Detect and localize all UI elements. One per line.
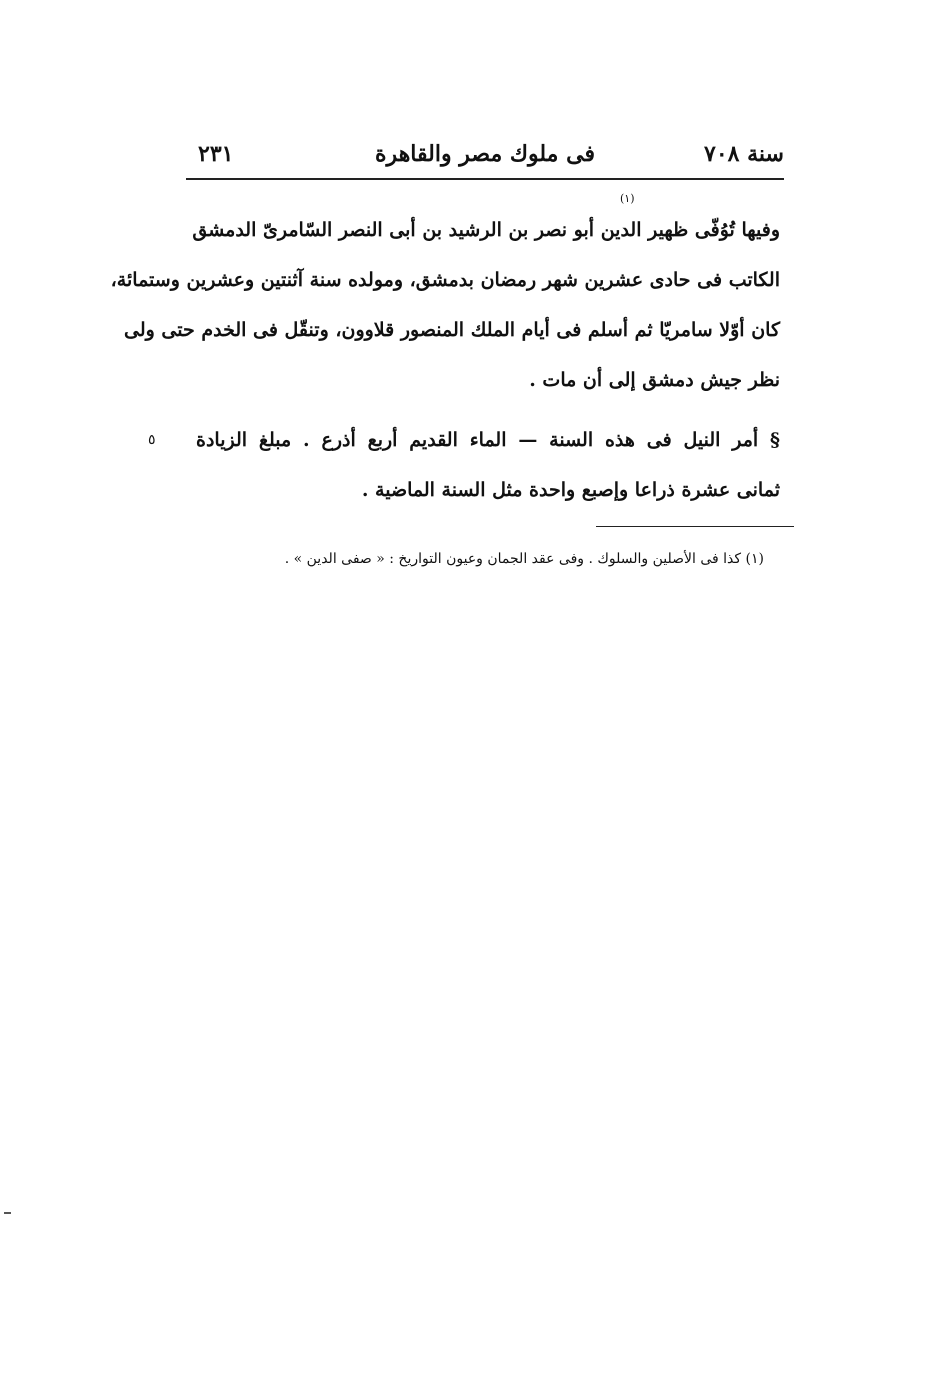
- paragraph-nile-level: [196, 415, 780, 515]
- text-line-4: نظر جيش دمشق إلى أن مات .: [529, 369, 780, 391]
- text-line-2: الكاتب فى حادى عشرين شهر رمضان بدمشق، ومولده سنة آثنتين وعشرين وستمائة،: [110, 269, 780, 291]
- text-line: [123, 305, 780, 355]
- text-line: [196, 355, 780, 405]
- running-header: [186, 138, 784, 174]
- text-line-3: كان أوّلا سامريّا ثم أسلم فى أيام الملك المنصور قلاوون، وتنقّل فى الخدم حتى ولى: [123, 319, 780, 341]
- text-line: [196, 415, 780, 465]
- text-line: [110, 255, 780, 305]
- paragraph-death-notice: [110, 205, 780, 405]
- footnote: (١) كذا فى الأصلين والسلوك . وفى عقد الجمان وعيون التواريخ : « صفى الدين » .: [284, 551, 764, 567]
- footnote-reference[interactable]: (١): [620, 192, 635, 205]
- margin-line-number: ٥: [148, 432, 156, 448]
- footnote-rule: [596, 526, 794, 527]
- text-line-6: ثمانى عشرة ذراعا وإصبع واحدة مثل السنة الماضية .: [361, 479, 780, 501]
- header-title: فى ملوك مصر والقاهرة: [375, 141, 595, 167]
- page-number: ٢٣١: [198, 141, 234, 167]
- edge-mark: [4, 1212, 11, 1214]
- text-line-5: § أمر النيل فى هذه السنة — الماء القديم أربع أذرع . مبلغ الزيادة: [196, 429, 780, 451]
- header-year: سنة ٧٠٨: [704, 141, 784, 167]
- text-line: [192, 205, 780, 255]
- text-line: [196, 465, 780, 515]
- header-rule: [186, 178, 784, 180]
- text-line-1: وفيها تُوُفّى ظهير الدين أبو نصر بن الرشيد بن أبى النصر السّامرىّ الدمشق: [192, 219, 780, 241]
